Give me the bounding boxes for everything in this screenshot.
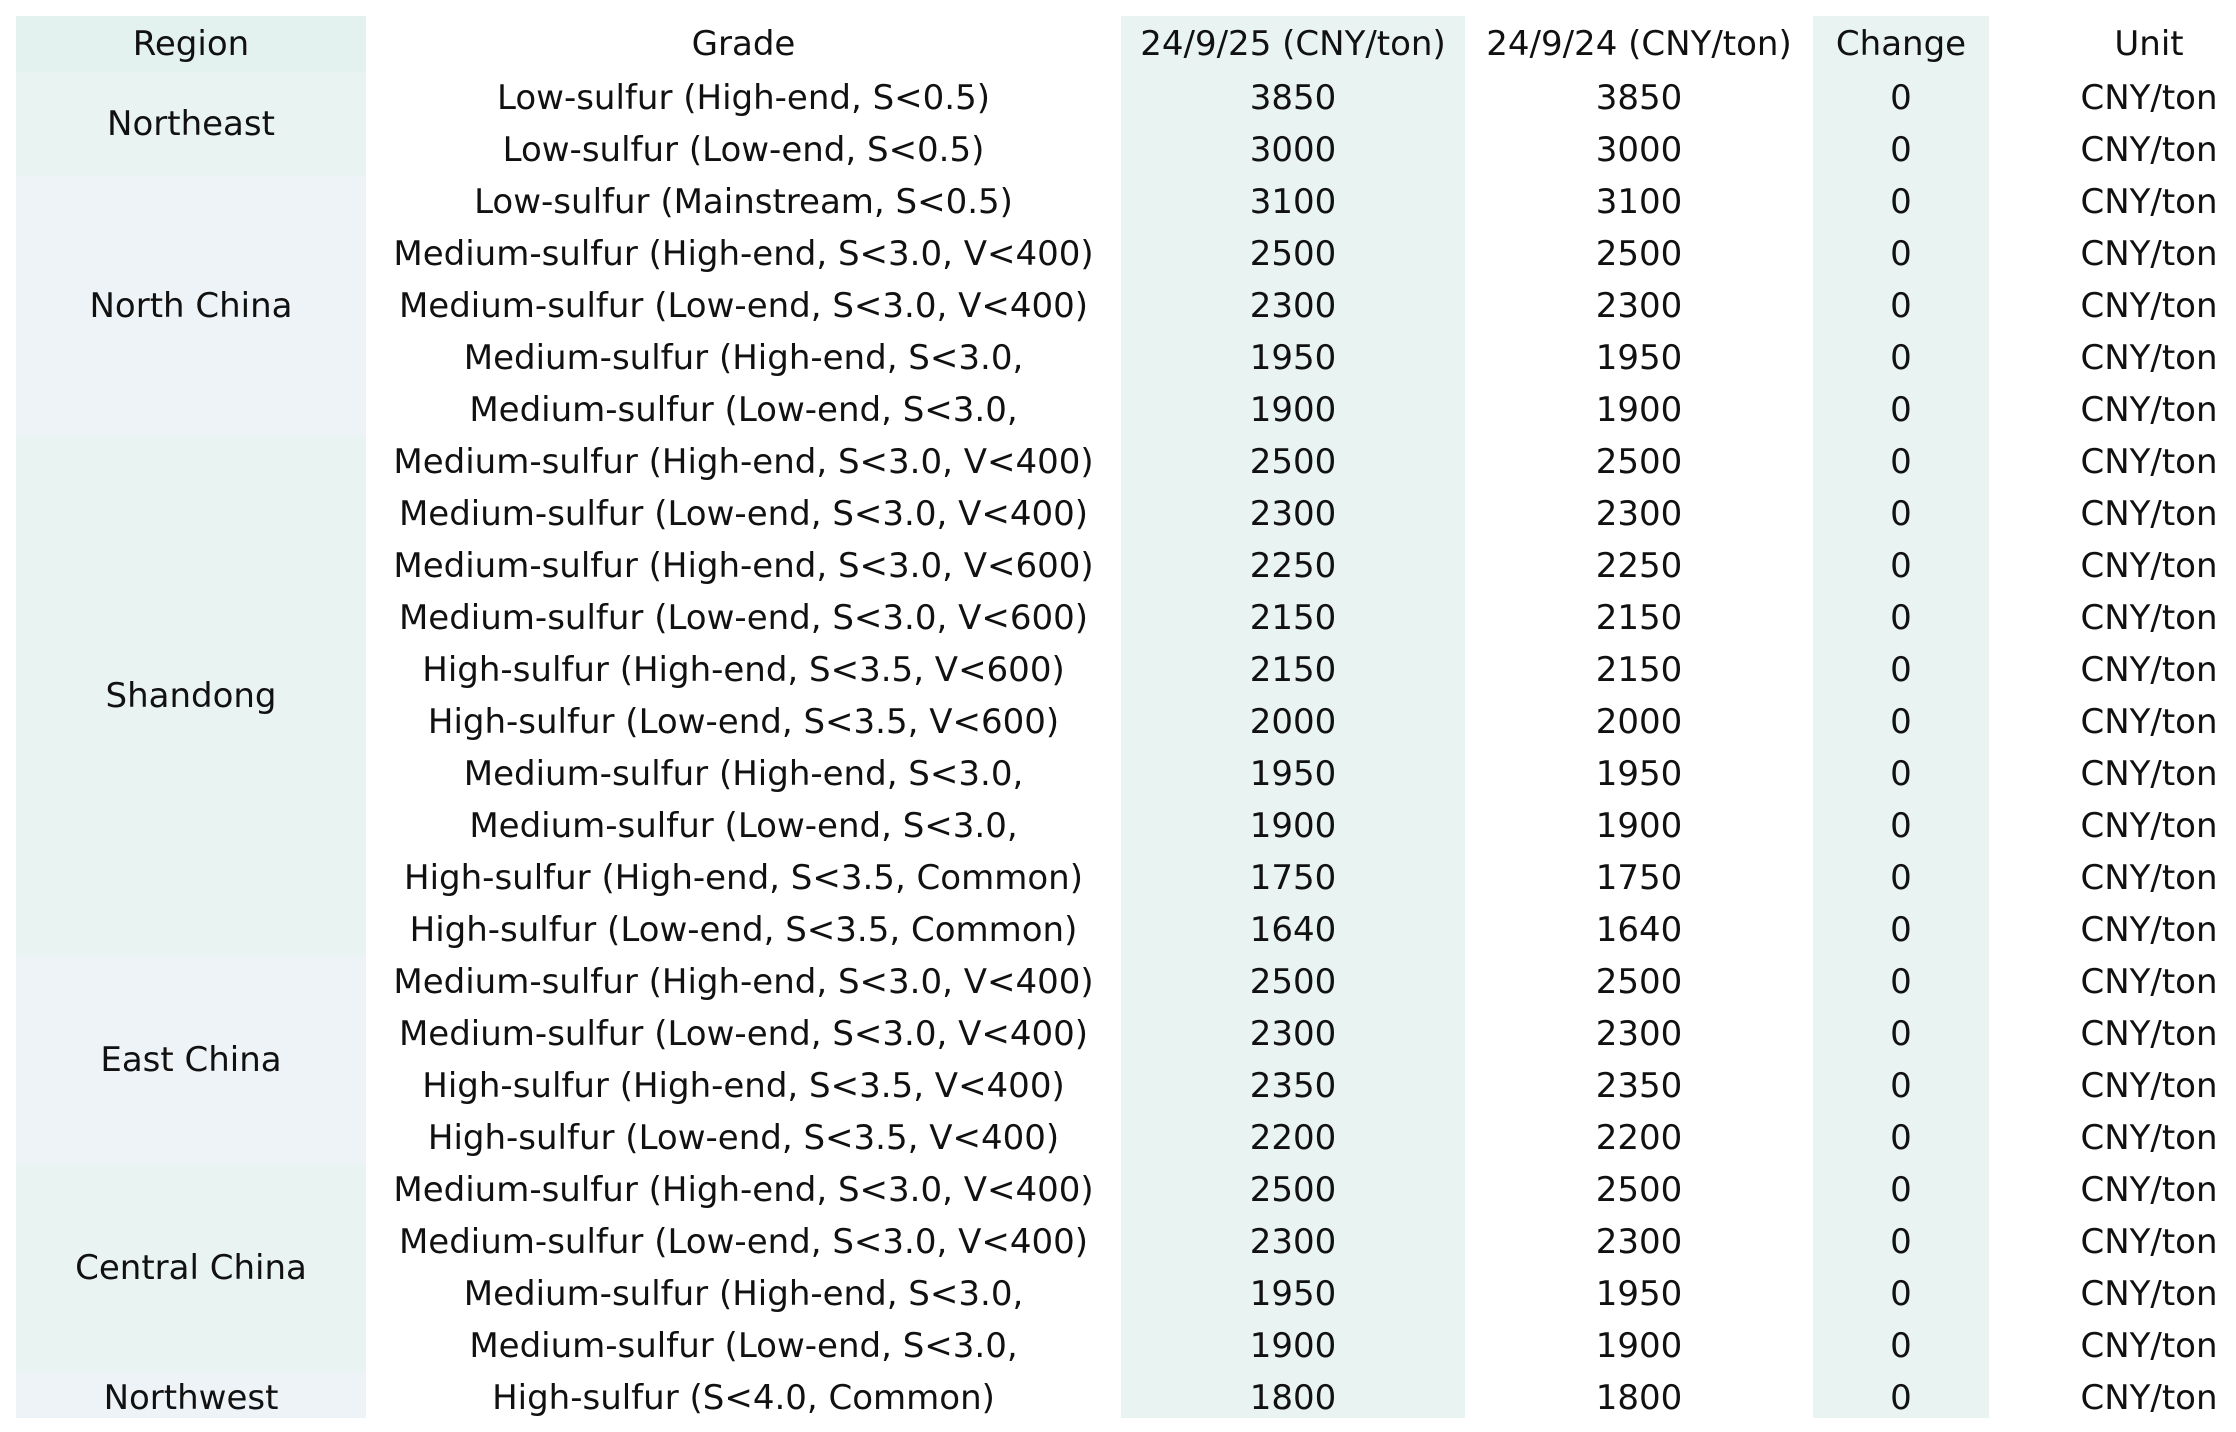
price-prev-cell: 2150 bbox=[1595, 598, 1683, 638]
bottom-edge bbox=[0, 1418, 2236, 1432]
change-cell: 0 bbox=[1890, 1378, 1912, 1418]
price-prev-cell: 2350 bbox=[1595, 1066, 1683, 1106]
price-prev-cell: 1900 bbox=[1595, 1326, 1683, 1366]
change-cell: 0 bbox=[1890, 286, 1912, 326]
price-today-cell: 2300 bbox=[1249, 286, 1337, 326]
grade-cell: Medium-sulfur (High-end, S<3.0, V<400) bbox=[393, 442, 1094, 482]
price-today-cell: 1640 bbox=[1249, 910, 1337, 950]
price-today-cell: 2000 bbox=[1249, 702, 1337, 742]
change-cell: 0 bbox=[1890, 130, 1912, 170]
region-cell: Northeast bbox=[16, 72, 366, 176]
unit-cell: CNY/ton bbox=[2080, 286, 2218, 326]
grade-cell: Medium-sulfur (High-end, S<3.0, V<400) bbox=[393, 1170, 1094, 1210]
change-cell: 0 bbox=[1890, 78, 1912, 118]
price-today-cell: 1900 bbox=[1249, 1326, 1337, 1366]
grade-cell: High-sulfur (S<4.0, Common) bbox=[492, 1378, 995, 1418]
price-today-cell: 2500 bbox=[1249, 234, 1337, 274]
change-cell: 0 bbox=[1890, 182, 1912, 222]
change-cell: 0 bbox=[1890, 1014, 1912, 1054]
price-prev-cell: 1950 bbox=[1595, 338, 1683, 378]
change-cell: 0 bbox=[1890, 546, 1912, 586]
header-change: Change bbox=[1835, 24, 1967, 64]
price-today-cell: 2300 bbox=[1249, 1014, 1337, 1054]
price-today-cell: 2250 bbox=[1249, 546, 1337, 586]
change-cell: 0 bbox=[1890, 494, 1912, 534]
grade-cell: Medium-sulfur (High-end, S<3.0, bbox=[463, 754, 1024, 794]
change-cell: 0 bbox=[1890, 858, 1912, 898]
price-prev-cell: 2300 bbox=[1595, 1014, 1683, 1054]
unit-cell: CNY/ton bbox=[2080, 962, 2218, 1002]
unit-cell: CNY/ton bbox=[2080, 390, 2218, 430]
price-today-cell: 1900 bbox=[1249, 390, 1337, 430]
price-prev-cell: 1750 bbox=[1595, 858, 1683, 898]
unit-cell: CNY/ton bbox=[2080, 1066, 2218, 1106]
header-unit: Unit bbox=[2114, 24, 2184, 64]
price-prev-cell: 1900 bbox=[1595, 806, 1683, 846]
change-cell: 0 bbox=[1890, 754, 1912, 794]
unit-cell: CNY/ton bbox=[2080, 910, 2218, 950]
price-prev-cell: 2500 bbox=[1595, 234, 1683, 274]
price-prev-cell: 1640 bbox=[1595, 910, 1683, 950]
price-today-cell: 2200 bbox=[1249, 1118, 1337, 1158]
price-today-cell: 2500 bbox=[1249, 962, 1337, 1002]
price-today-cell: 3000 bbox=[1249, 130, 1337, 170]
change-cell: 0 bbox=[1890, 390, 1912, 430]
unit-cell: CNY/ton bbox=[2080, 78, 2218, 118]
price-prev-cell: 2000 bbox=[1595, 702, 1683, 742]
grade-cell: Medium-sulfur (Low-end, S<3.0, V<400) bbox=[398, 494, 1089, 534]
grade-cell: Medium-sulfur (Low-end, S<3.0, bbox=[469, 1326, 1018, 1366]
price-prev-cell: 2500 bbox=[1595, 442, 1683, 482]
price-today-cell: 3100 bbox=[1249, 182, 1337, 222]
region-cell: Northwest bbox=[16, 1372, 366, 1424]
header-region: Region bbox=[132, 24, 250, 64]
region-cell: Shandong bbox=[16, 436, 366, 956]
change-cell: 0 bbox=[1890, 1066, 1912, 1106]
change-cell: 0 bbox=[1890, 234, 1912, 274]
grade-cell: High-sulfur (High-end, S<3.5, V<400) bbox=[422, 1066, 1065, 1106]
price-today-cell: 1800 bbox=[1249, 1378, 1337, 1418]
price-prev-cell: 2300 bbox=[1595, 1222, 1683, 1262]
region-cell: East China bbox=[16, 956, 366, 1164]
unit-cell: CNY/ton bbox=[2080, 1274, 2218, 1314]
grade-cell: Low-sulfur (High-end, S<0.5) bbox=[497, 78, 990, 118]
price-today-cell: 2350 bbox=[1249, 1066, 1337, 1106]
price-prev-cell: 2300 bbox=[1595, 494, 1683, 534]
price-prev-cell: 2150 bbox=[1595, 650, 1683, 690]
price-today-cell: 1900 bbox=[1249, 806, 1337, 846]
header-price-prev: 24/9/24 (CNY/ton) bbox=[1486, 24, 1792, 64]
grade-cell: Medium-sulfur (Low-end, S<3.0, V<400) bbox=[398, 1014, 1089, 1054]
price-prev-cell: 2200 bbox=[1595, 1118, 1683, 1158]
unit-cell: CNY/ton bbox=[2080, 650, 2218, 690]
price-today-cell: 2500 bbox=[1249, 1170, 1337, 1210]
grade-cell: Medium-sulfur (High-end, S<3.0, V<600) bbox=[393, 546, 1094, 586]
unit-cell: CNY/ton bbox=[2080, 234, 2218, 274]
grade-cell: Medium-sulfur (Low-end, S<3.0, bbox=[469, 806, 1018, 846]
price-today-cell: 3850 bbox=[1249, 78, 1337, 118]
price-prev-cell: 3850 bbox=[1595, 78, 1683, 118]
unit-cell: CNY/ton bbox=[2080, 702, 2218, 742]
unit-cell: CNY/ton bbox=[2080, 130, 2218, 170]
unit-cell: CNY/ton bbox=[2080, 1014, 2218, 1054]
change-cell: 0 bbox=[1890, 1222, 1912, 1262]
header-grade: Grade bbox=[691, 24, 796, 64]
unit-cell: CNY/ton bbox=[2080, 1378, 2218, 1418]
change-cell: 0 bbox=[1890, 910, 1912, 950]
change-cell: 0 bbox=[1890, 598, 1912, 638]
unit-cell: CNY/ton bbox=[2080, 1118, 2218, 1158]
price-today-cell: 2500 bbox=[1249, 442, 1337, 482]
change-cell: 0 bbox=[1890, 338, 1912, 378]
price-today-cell: 2300 bbox=[1249, 1222, 1337, 1262]
change-cell: 0 bbox=[1890, 650, 1912, 690]
grade-cell: Medium-sulfur (High-end, S<3.0, V<400) bbox=[393, 234, 1094, 274]
change-cell: 0 bbox=[1890, 442, 1912, 482]
price-prev-cell: 1950 bbox=[1595, 754, 1683, 794]
change-cell: 0 bbox=[1890, 702, 1912, 742]
unit-cell: CNY/ton bbox=[2080, 494, 2218, 534]
change-cell: 0 bbox=[1890, 962, 1912, 1002]
price-prev-cell: 2300 bbox=[1595, 286, 1683, 326]
price-today-cell: 1950 bbox=[1249, 754, 1337, 794]
price-prev-cell: 1900 bbox=[1595, 390, 1683, 430]
price-today-cell: 1750 bbox=[1249, 858, 1337, 898]
grade-cell: Medium-sulfur (Low-end, S<3.0, V<400) bbox=[398, 286, 1089, 326]
price-today-cell: 2150 bbox=[1249, 650, 1337, 690]
grade-cell: Medium-sulfur (Low-end, S<3.0, V<400) bbox=[398, 1222, 1089, 1262]
unit-cell: CNY/ton bbox=[2080, 858, 2218, 898]
grade-cell: High-sulfur (Low-end, S<3.5, Common) bbox=[409, 910, 1078, 950]
grade-cell: High-sulfur (High-end, S<3.5, Common) bbox=[404, 858, 1083, 898]
price-prev-cell: 1950 bbox=[1595, 1274, 1683, 1314]
price-prev-cell: 3000 bbox=[1595, 130, 1683, 170]
price-prev-cell: 2500 bbox=[1595, 1170, 1683, 1210]
unit-cell: CNY/ton bbox=[2080, 598, 2218, 638]
price-prev-cell: 2500 bbox=[1595, 962, 1683, 1002]
change-cell: 0 bbox=[1890, 1170, 1912, 1210]
price-today-cell: 2300 bbox=[1249, 494, 1337, 534]
grade-cell: Medium-sulfur (Low-end, S<3.0, bbox=[469, 390, 1018, 430]
price-prev-cell: 2250 bbox=[1595, 546, 1683, 586]
region-cell: North China bbox=[16, 176, 366, 436]
change-cell: 0 bbox=[1890, 806, 1912, 846]
price-prev-cell: 3100 bbox=[1595, 182, 1683, 222]
grade-cell: Low-sulfur (Low-end, S<0.5) bbox=[502, 130, 985, 170]
change-cell: 0 bbox=[1890, 1118, 1912, 1158]
grade-cell: High-sulfur (High-end, S<3.5, V<600) bbox=[422, 650, 1065, 690]
grade-cell: High-sulfur (Low-end, S<3.5, V<600) bbox=[427, 702, 1060, 742]
grade-cell: High-sulfur (Low-end, S<3.5, V<400) bbox=[427, 1118, 1060, 1158]
unit-cell: CNY/ton bbox=[2080, 1326, 2218, 1366]
price-today-cell: 2150 bbox=[1249, 598, 1337, 638]
price-today-cell: 1950 bbox=[1249, 338, 1337, 378]
grade-cell: Low-sulfur (Mainstream, S<0.5) bbox=[474, 182, 1013, 222]
unit-cell: CNY/ton bbox=[2080, 1222, 2218, 1262]
grade-cell: Medium-sulfur (Low-end, S<3.0, V<600) bbox=[398, 598, 1089, 638]
grade-cell: Medium-sulfur (High-end, S<3.0, bbox=[463, 1274, 1024, 1314]
header-price-today: 24/9/25 (CNY/ton) bbox=[1140, 24, 1446, 64]
unit-cell: CNY/ton bbox=[2080, 442, 2218, 482]
change-cell: 0 bbox=[1890, 1326, 1912, 1366]
unit-cell: CNY/ton bbox=[2080, 546, 2218, 586]
unit-cell: CNY/ton bbox=[2080, 338, 2218, 378]
price-prev-cell: 1800 bbox=[1595, 1378, 1683, 1418]
unit-cell: CNY/ton bbox=[2080, 1170, 2218, 1210]
price-today-cell: 1950 bbox=[1249, 1274, 1337, 1314]
region-cell: Central China bbox=[16, 1164, 366, 1372]
unit-cell: CNY/ton bbox=[2080, 754, 2218, 794]
unit-cell: CNY/ton bbox=[2080, 182, 2218, 222]
grade-cell: Medium-sulfur (High-end, S<3.0, V<400) bbox=[393, 962, 1094, 1002]
unit-cell: CNY/ton bbox=[2080, 806, 2218, 846]
change-cell: 0 bbox=[1890, 1274, 1912, 1314]
grade-cell: Medium-sulfur (High-end, S<3.0, bbox=[463, 338, 1024, 378]
